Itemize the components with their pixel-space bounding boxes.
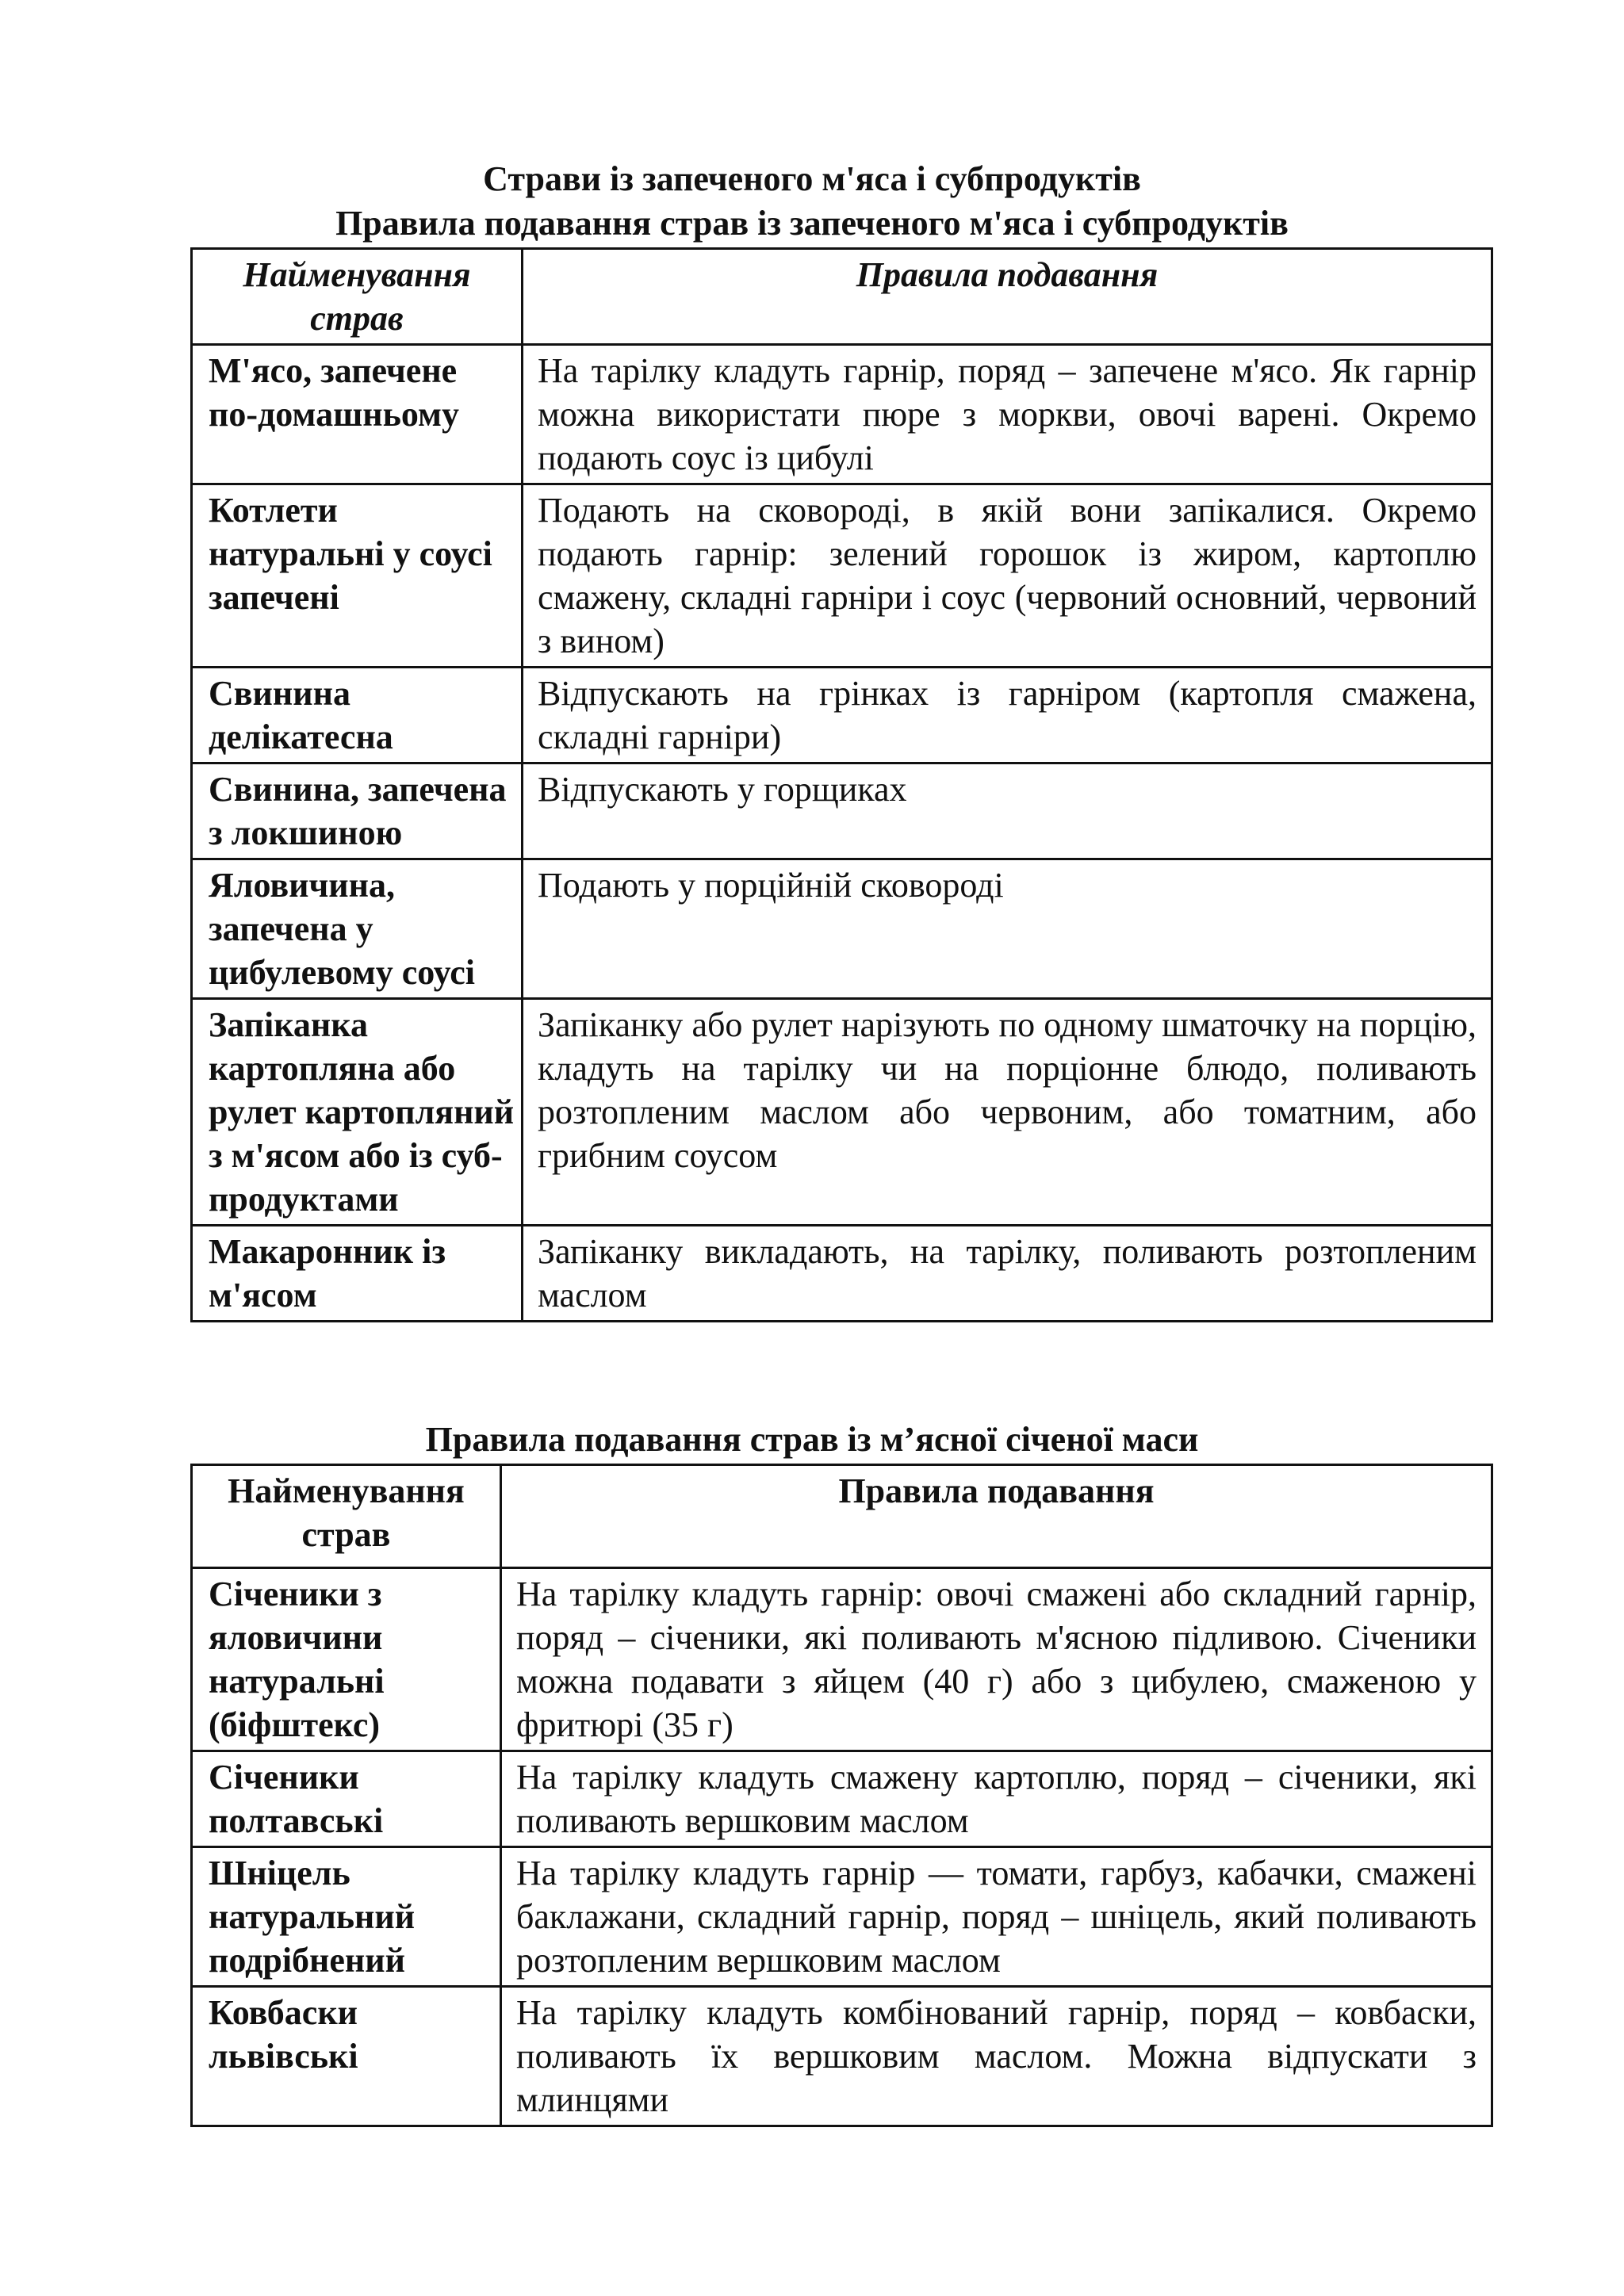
serving-rule: Подають у порційній сковороді — [523, 859, 1492, 999]
table-header-row — [192, 1465, 1492, 1568]
table-minced-meat — [190, 1464, 1493, 2127]
serving-rule: Відпускають на грінках із гарніром (картопля смажена, складні гарніри) — [523, 668, 1492, 763]
serving-rule: На тарілку кладуть гарнір, поряд – запечене м'ясо. Як гарнір можна використати пюре з моркви, овочі варені. Окремо подають соус із цибулі — [523, 345, 1492, 484]
table-header-row — [192, 249, 1492, 345]
table-row — [192, 763, 1492, 859]
dish-name: Свинина, запечена з локшиною — [192, 763, 523, 859]
serving-rule: Запіканку або рулет нарізують по одному шматочку на порцію, кладуть на тарілку чи на порціонне блюдо, поливають розтопленим маслом або червоним, або томатним, або грибним соусом — [523, 999, 1492, 1226]
dish-name: Яловичина, запечена у цибулевому соусі — [192, 859, 523, 999]
table-baked-meat — [190, 247, 1493, 1322]
section1-subtitle: Правила подавання страв із запеченого м'яса і субпродуктів — [335, 204, 1289, 243]
dish-name: Січеники полтавські — [192, 1751, 501, 1847]
serving-rule: На тарілку кладуть гарнір — томати, гарбуз, кабачки, смажені баклажани, складний гарнір, поряд – шніцель, який поливають розтопленим вершковим маслом — [501, 1847, 1492, 1987]
table-row — [192, 1751, 1492, 1847]
table-row — [192, 1568, 1492, 1751]
dish-name: Ковбаски львівські — [192, 1987, 501, 2126]
serving-rule: На тарілку кладуть гарнір: овочі смажені або складний гарнір, поряд – січеники, які поливають м'ясною підливою. Січеники можна подавати з яйцем (40 г) або з цибулею, смаженою у фритюрі (35 г) — [501, 1568, 1492, 1751]
dish-name: Січеники з яловичини натуральні (біфштекс) — [192, 1568, 501, 1751]
dish-name: Котлети натуральні у соусі запечені — [192, 484, 523, 668]
header-dish-name: Найменування страв — [192, 249, 523, 345]
header-serving-rules: Правила подавання — [501, 1465, 1492, 1568]
table-row — [192, 668, 1492, 763]
header-serving-rules: Правила подавання — [523, 249, 1492, 345]
serving-rule: Подають на сковороді, в якій вони запікалися. Окремо подають гарнір: зелений горошок із жиром, картоплю смажену, складні гарніри і соус (червоний основний, червоний з вином) — [523, 484, 1492, 668]
serving-rule: На тарілку кладуть комбінований гарнір, поряд – ковбаски, поливають їх вершковим маслом. Можна відпускати з млинцями — [501, 1987, 1492, 2126]
table-row — [192, 859, 1492, 999]
table-row — [192, 484, 1492, 668]
table-row — [192, 1847, 1492, 1987]
serving-rule: Запіканку викладають, на тарілку, поливають розтопленим маслом — [523, 1226, 1492, 1322]
dish-name: Макаронник із м'ясом — [192, 1226, 523, 1322]
section2-title: Правила подавання страв із м’ясної січеної маси — [425, 1420, 1199, 1459]
table-row — [192, 1226, 1492, 1322]
serving-rule: На тарілку кладуть смажену картоплю, поряд – січеники, які поливають вершковим маслом — [501, 1751, 1492, 1847]
dish-name: Запіканка картопляна або рулет картопляний з м'ясом або із суб-продуктами — [192, 999, 523, 1226]
serving-rule: Відпускають у горщиках — [523, 763, 1492, 859]
dish-name: Шніцель натуральний подрібнений — [192, 1847, 501, 1987]
table-row — [192, 1987, 1492, 2126]
section1-title: Страви із запеченого м'яса і субпродуктів — [483, 159, 1141, 198]
table-row — [192, 345, 1492, 484]
header-dish-name: Найменування страв — [192, 1465, 501, 1568]
dish-name: М'ясо, запечене по-домашньому — [192, 345, 523, 484]
dish-name: Свинина делікатесна — [192, 668, 523, 763]
table-row — [192, 999, 1492, 1226]
